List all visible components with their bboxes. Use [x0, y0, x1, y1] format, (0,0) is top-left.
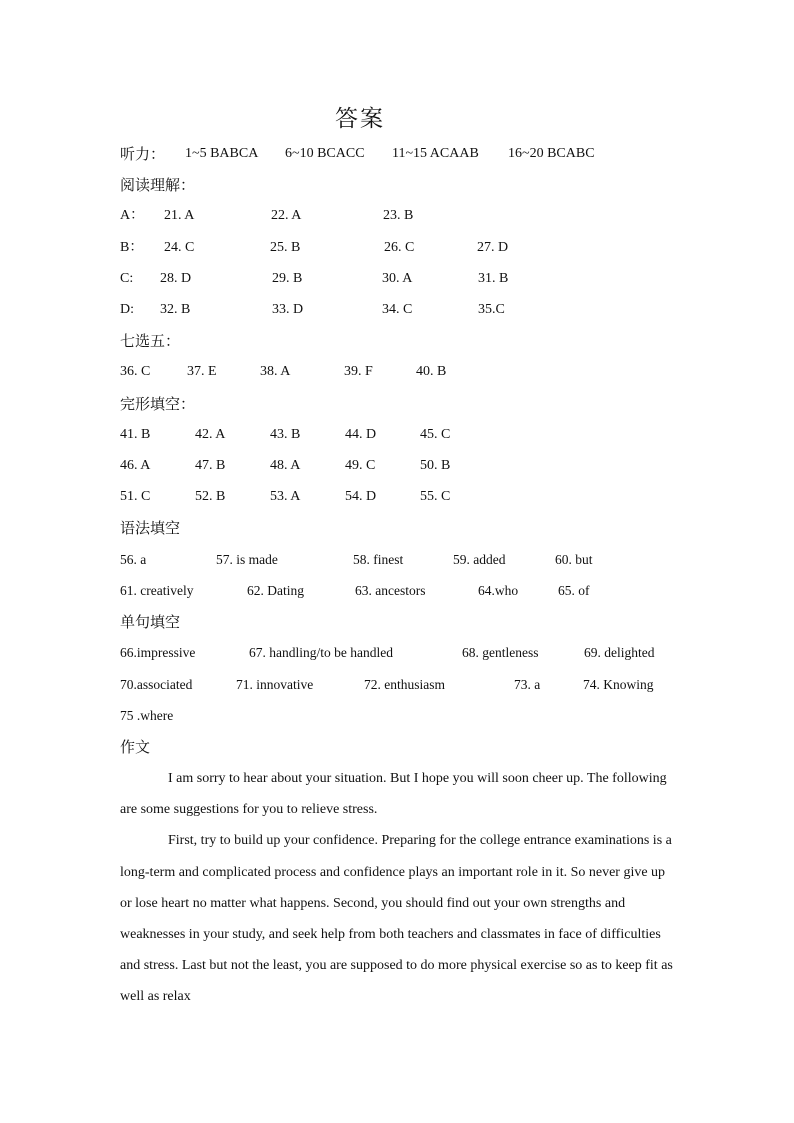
answer-item: 65. of	[558, 583, 590, 598]
answer-item: 39. F	[344, 364, 373, 379]
listening-group: 16~20 BCABC	[508, 146, 595, 161]
answer-item: 52. B	[195, 489, 226, 504]
answer-item: 59. added	[453, 552, 506, 567]
answer-item: 31. B	[478, 271, 509, 286]
answer-item: 58. finest	[353, 552, 404, 567]
grammar-heading: 语法填空	[120, 519, 181, 537]
sentence-heading: 单句填空	[120, 613, 181, 631]
answer-item: 68. gentleness	[462, 645, 539, 660]
answer-item: 35.C	[478, 302, 505, 317]
answer-item: 28. D	[160, 271, 192, 286]
answer-item: 63. ancestors	[355, 583, 426, 598]
answer-item: 53. A	[270, 489, 301, 504]
seven-heading: 七选五：	[120, 332, 181, 350]
answer-item: 32. B	[160, 302, 191, 317]
answer-item: 48. A	[270, 458, 301, 473]
answer-item: 30. A	[382, 271, 413, 286]
answer-item: 29. B	[272, 271, 303, 286]
reading-row-prefix: B：	[120, 240, 144, 255]
answer-item: 54. D	[345, 489, 377, 504]
answer-item: 60. but	[555, 552, 593, 567]
answer-item: 62. Dating	[247, 583, 304, 598]
answer-item: 38. A	[260, 364, 291, 379]
answer-item: 41. B	[120, 427, 151, 442]
essay-body	[120, 763, 680, 1013]
answer-item: 61. creatively	[120, 583, 194, 598]
answer-item: 51. C	[120, 489, 151, 504]
answer-item: 57. is made	[216, 552, 278, 567]
answer-item: 50. B	[420, 458, 451, 473]
answer-item: 74. Knowing	[583, 677, 654, 692]
answer-item: 75 .where	[120, 708, 174, 723]
answer-item: 55. C	[420, 489, 451, 504]
listening-group: 1~5 BABCA	[185, 146, 259, 161]
essay-paragraph: First, try to build up your confidence. Preparing for the college entrance examinations is a long-term and complicated process and confidence plays an important role in it. So never give up or lose heart no matter what happens. Second, you should find out your own strengths and weaknesses in your study, and seek help from both teachers and classmates in face of difficulties and stress. Last but not the least, you are supposed to do more physical exercise so as to keep fit as well as relax	[120, 833, 673, 1005]
answer-item: 24. C	[164, 240, 195, 255]
answer-item: 69. delighted	[584, 645, 655, 660]
answer-item: 37. E	[187, 364, 217, 379]
answer-item: 49. C	[345, 458, 376, 473]
essay-heading: 作文	[120, 738, 151, 756]
answer-item: 21. A	[164, 208, 195, 223]
reading-heading: 阅读理解：	[120, 176, 196, 194]
listening-group: 11~15 ACAAB	[392, 146, 479, 161]
reading-row-prefix: A：	[120, 208, 145, 223]
cloze-heading: 完形填空：	[120, 395, 196, 413]
listening-group: 6~10 BCACC	[285, 146, 365, 161]
answer-item: 36. C	[120, 364, 151, 379]
answer-item: 72. enthusiasm	[364, 677, 445, 692]
answer-item: 34. C	[382, 302, 413, 317]
answer-item: 70.associated	[120, 677, 193, 692]
answer-item: 40. B	[416, 364, 447, 379]
answer-item: 71. innovative	[236, 677, 314, 692]
answer-item: 25. B	[270, 240, 301, 255]
answer-item: 22. A	[271, 208, 302, 223]
answer-item: 64.who	[478, 583, 519, 598]
answer-item: 47. B	[195, 458, 226, 473]
reading-row-prefix: C:	[120, 271, 134, 286]
page-title: 答案	[335, 106, 385, 132]
answer-item: 73. a	[514, 677, 541, 692]
answer-item: 66.impressive	[120, 645, 196, 660]
listening-label: 听力：	[120, 145, 166, 163]
answer-item: 67. handling/to be handled	[249, 645, 393, 660]
essay-paragraph: I am sorry to hear about your situation. But I hope you will soon cheer up. The following are some suggestions for you to relieve stress.	[120, 771, 667, 818]
answer-item: 23. B	[383, 208, 414, 223]
answer-item: 44. D	[345, 427, 377, 442]
answer-item: 56. a	[120, 552, 147, 567]
answer-item: 45. C	[420, 427, 451, 442]
reading-row-prefix: D:	[120, 302, 134, 317]
answer-item: 43. B	[270, 427, 301, 442]
answer-item: 33. D	[272, 302, 304, 317]
answer-item: 26. C	[384, 240, 415, 255]
answer-item: 27. D	[477, 240, 509, 255]
answer-item: 46. A	[120, 458, 151, 473]
answer-item: 42. A	[195, 427, 226, 442]
